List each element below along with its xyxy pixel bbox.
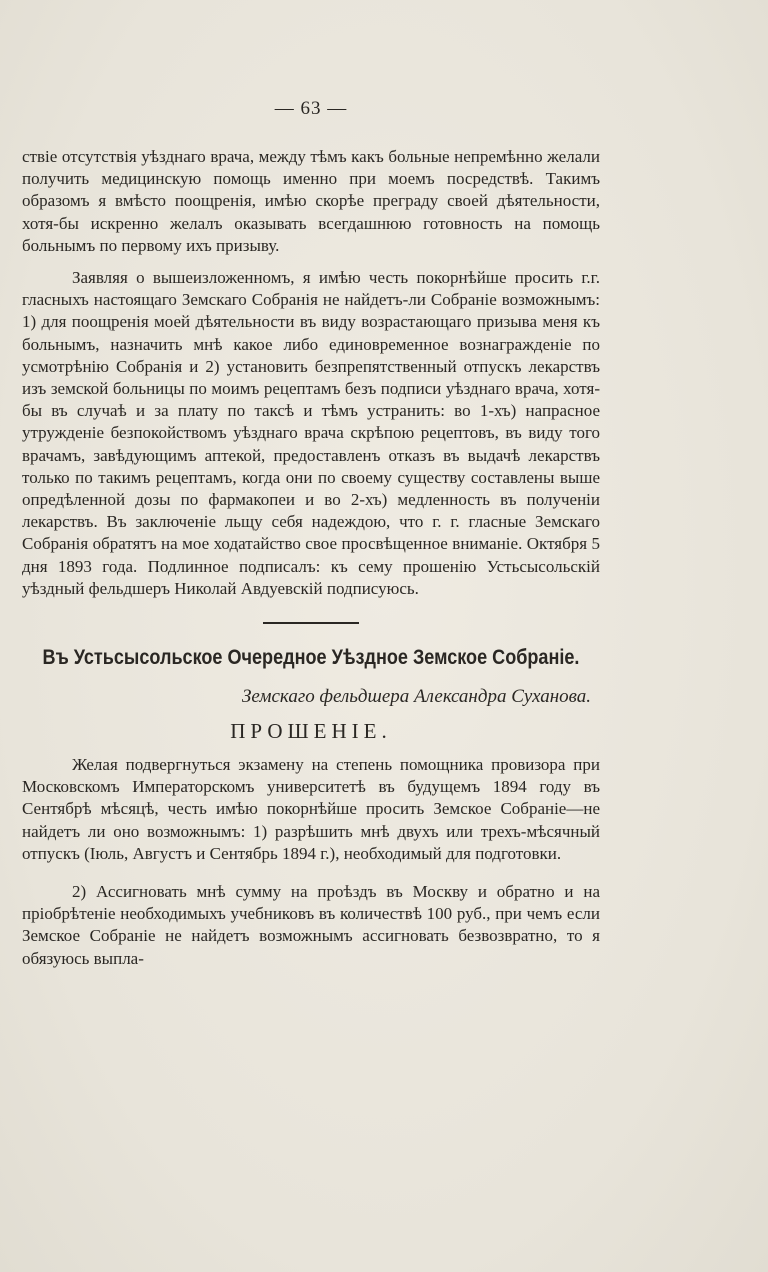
paragraph-continuation: ствіе отсутствія уѣзднаго врача, между тѣмъ какъ больные непремѣнно желали получить медицинскую помощь именно при моемъ посредствѣ. Такимъ образомъ я вмѣсто поощренія, имѣю скорѣе преграду своей дѣятельности, хотя-бы искренно желалъ оказывать всегдашнюю готовность на помощь больнымъ по первому ихъ призыву. xyxy=(22,147,600,255)
paragraph-petition-point-2: 2) Ассигновать мнѣ сумму на проѣздъ въ Москву и обратно и на пріобрѣтеніе необходимыхъ учебниковъ въ количествѣ 100 руб., при чемъ если Земское Собраніе не найдетъ возможнымъ ассигновать безвозвратно, то я обязуюсь выпла- xyxy=(22,882,600,968)
paragraph-request: Заявляя о вышеизложенномъ, я имѣю честь покорнѣйше просить г.г. гласныхъ настоящаго Земскаго Собранія не найдетъ-ли Собраніе возможнымъ: 1) для поощренія моей дѣятельности въ виду возрастающаго призыва меня къ больнымъ, назначить мнѣ какое либо единовременное вознагражденіе по усмотрѣнію Собранія и 2) установить безпрепятственный отпускъ лекарствъ изъ земской больницы по моимъ рецептамъ безъ подписи уѣзднаго врача, хотя-бы въ случаѣ и за плату по таксѣ и тѣмъ устранить: во 1-хъ) напрасное утружденіе безпокойствомъ уѣзднаго врача скрѣпою рецептовъ, въ виду того врачамъ, завѣдующимъ аптекой, предоставленъ отказъ въ выдачѣ лекарствъ только по такимъ рецептамъ, когда они по своему существу составлены выше опредѣленной дозы по фармакопеи и во 2-хъ) медленность въ полученіи лекарствъ. Въ заключеніе льщу себя надеждою, что г. г. гласные Земскаго Собранія обратятъ на мое ходатайство свое просвѣщенное вниманіе. Октября 5 дня 1893 года. Подлинное подписалъ: къ сему прошенію Устьсысольскій уѣздный фельдшеръ Николай Авдуевскій подписуюсь. xyxy=(22,268,600,598)
text-column xyxy=(22,98,600,970)
section-divider xyxy=(263,622,359,624)
page-number: — 63 — xyxy=(274,98,348,119)
section-heading: Въ Устьсысольское Очередное Уѣздное Земское Собраніе. xyxy=(42,646,580,670)
document-title: ПРОШЕНІЕ. xyxy=(230,719,392,744)
author-line: Земскаго фельдшера Александра Суханова. xyxy=(242,686,592,708)
paragraph-petition: Желая подвергнуться экзамену на степень помощника провизора при Московскомъ Императорскомъ университетѣ въ будущемъ 1894 году въ Сентябрѣ мѣсяцѣ, честь имѣю покорнѣйше просить Земское Собраніе—не найдетъ ли оно возможнымъ: 1) разрѣшить мнѣ двухъ или трехъ-мѣсячный отпускъ (Іюль, Августъ и Сентябрь 1894 г.), необходимый для подготовки. xyxy=(22,755,600,863)
